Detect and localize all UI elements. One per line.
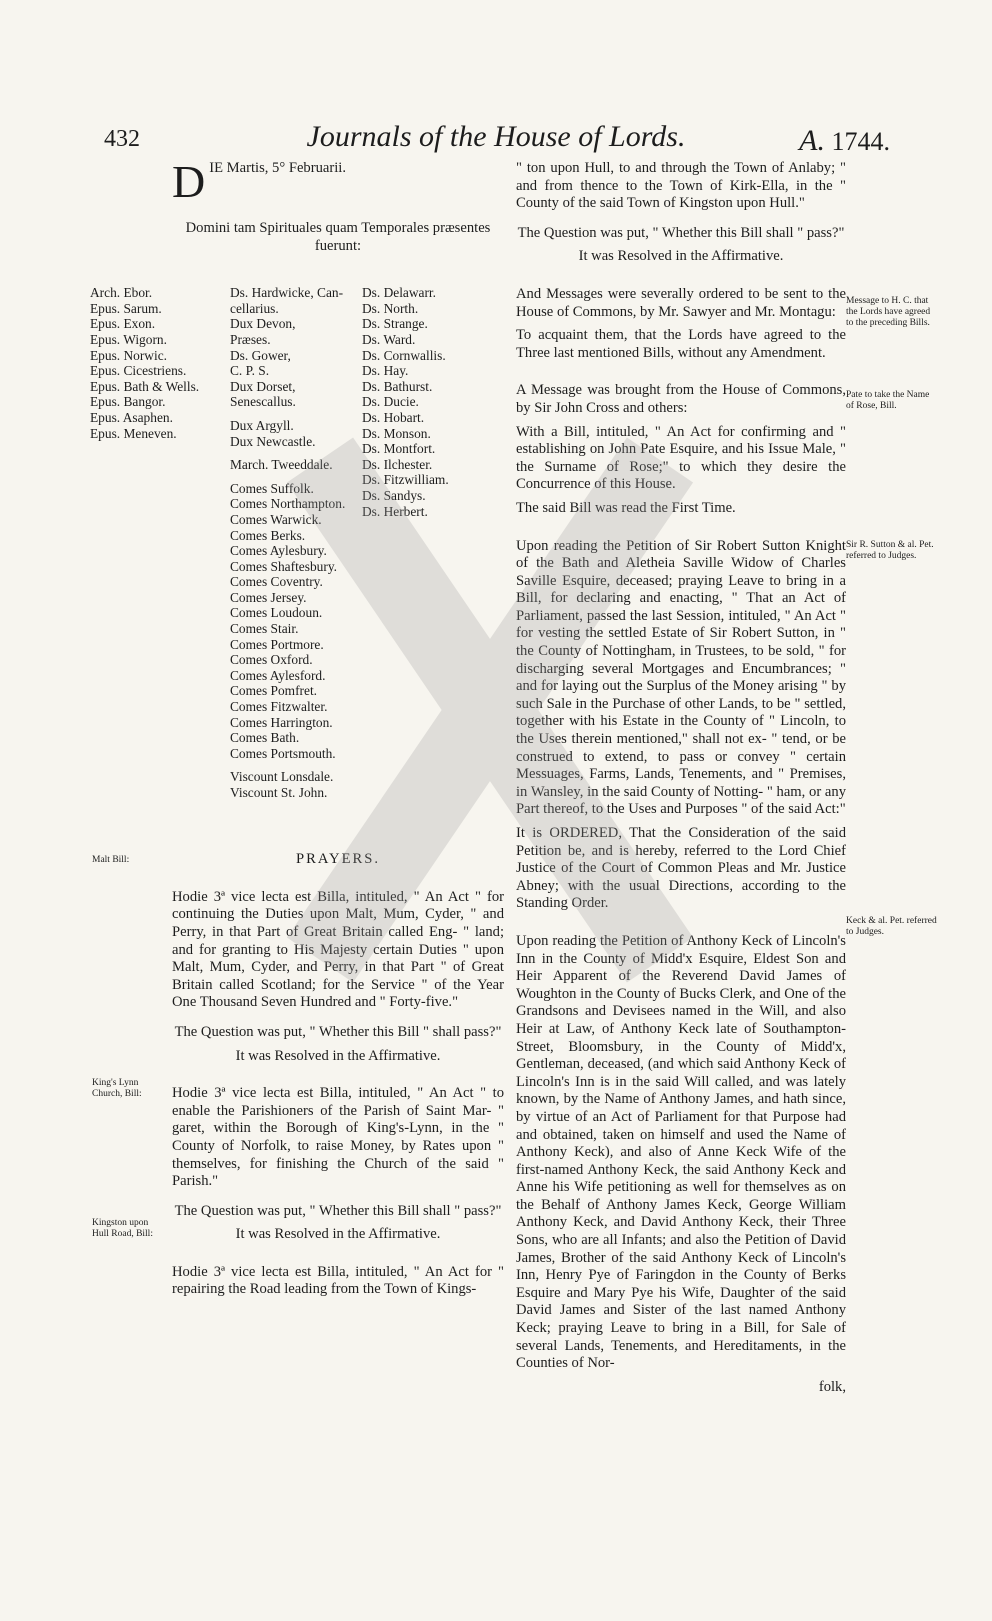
pate-message: A Message was brought from the House of Commons, by Sir John Cross and others: bbox=[516, 382, 846, 416]
attendee-name: Dux Devon, bbox=[230, 316, 296, 332]
attendee-name: Comes Warwick. bbox=[230, 511, 322, 527]
lynn-question: The Question was put, " Whether this Bill shall " pass?" bbox=[174, 1202, 502, 1219]
attendee-name: Ds. Hardwicke, Can- bbox=[230, 285, 344, 301]
attendance-list bbox=[90, 285, 504, 805]
attendee-name: Epus. Asaphen. bbox=[90, 409, 173, 425]
attendee-name bbox=[230, 449, 362, 457]
margin-note-message: Message to H. C. that the Lords have agreed to the preceding Bills. bbox=[846, 296, 931, 328]
attendee-name: cellarius. bbox=[230, 300, 279, 316]
attendee-name: Dux Dorset, bbox=[230, 378, 296, 394]
malt-question: The Question was put, " Whether this Bill " shall pass?" bbox=[174, 1023, 502, 1040]
attendee-name: Comes Portmore. bbox=[230, 636, 324, 652]
page-number: 432 bbox=[104, 126, 140, 152]
attendee-name: March. Tweeddale. bbox=[230, 457, 333, 473]
attendee-name: Ds. Gower, bbox=[230, 347, 291, 363]
attendee-name: Comes Coventry. bbox=[230, 574, 323, 590]
hull-resolved: It was Resolved in the Affirmative. bbox=[578, 248, 784, 265]
attendee-name: Epus. Wigorn. bbox=[90, 331, 167, 347]
attendee-name: Ds. Ducie. bbox=[362, 394, 419, 410]
attendee-name: Comes Suffolk. bbox=[230, 480, 314, 496]
margin-note-sutton: Sir R. Sutton & al. Pet. referred to Judges. bbox=[846, 540, 934, 561]
attendee-name: Epus. Exon. bbox=[90, 316, 156, 332]
sutton-petition: Upon reading the Petition of Sir Robert Sutton Knight of the Bath and Aletheia Saville Widow of Charles Saville Esquire, deceased; praying Leave to bring in a Bill, for declaring and enacting, " That an Act of Parliament, passed the last Session, intituled, " An Act " for vesting the settled Estate of Sir Robert Sutton, in " the County of Nottingham, in Trustees, to be sold, " for discharging several Mortgages and Encumbrances; " and for laying out the Surplus of the Money arising " by such Sale in the Purchase of other Lands, to be " settled, together with his Estate in the County of " Lincoln, to the Uses therein mentioned," shall not ex- " tend, or be construed to extend, to pass or convey " certain Messuages, Farms, Lands, Tenements, and " Premises, in Wansley, in the said County of Notting- " ham, or any Part thereof, to the Uses and Purposes " of the said Act:" bbox=[516, 537, 846, 818]
attendee-name: Comes Fitzwalter. bbox=[230, 699, 328, 715]
margin-note-keck: Keck & al. Pet. referred to Judges. bbox=[846, 916, 937, 937]
attendee-name: Ds. Delawarr. bbox=[362, 285, 436, 301]
keck-petition: Upon reading the Petition of Anthony Keck of Lincoln's Inn in the County of Midd'x Esquire, Eldest Son and Heir Apparent of the Reverend David James of Woughton in the County of Bucks Clerk, and One of the Grandsons and Devisees named in the Will, and also Heir at Law, of Anthony Keck late of Southampton-Street, Bloomsbury, in the County of Midd'x, Gentleman, deceased, (and which said Anthony Keck of Lincoln's Inn is in the said Will called, and was lately known, by the Name of Anthony James, and hath since, by virtue of an Act of Parliament for that Purpose had and obtained, taken on himself and used the Name of Anthony Keck), and also of Anne Keck Wife of the first-named Anthony Keck, the said Anthony Keck and Anne his Wife petitioning as well for themselves as on the Behalf of Anthony James Keck, George William Anthony Keck, and David Anthony Keck, their Three Sons, who are all Infants; and also the Petition of David James, Brother of the said Anthony Keck of Lincoln's Inn, Henry Pye of Faringdon in the County of Berks Esquire and Mary Pye his Wife, Daughter of the said David James and Sister of the last named Anthony Keck; praying Leave to bring in a Bill, for Sale of several Lands, Tenements, and Hereditaments, in the Counties of Nor- bbox=[516, 932, 846, 1372]
attendee-name: Epus. Norwic. bbox=[90, 347, 167, 363]
page-title: Journals of the House of Lords. bbox=[306, 120, 686, 153]
attendee-name: Comes Harrington. bbox=[230, 714, 333, 730]
message-text: And Messages were severally ordered to be sent to the House of Commons, by Mr. Sawyer and Mr. Montagu: bbox=[516, 285, 846, 320]
attendee-name: Ds. North. bbox=[362, 300, 419, 316]
attendee-name: Epus. Sarum. bbox=[90, 300, 162, 316]
attendee-name: Comes Stair. bbox=[230, 621, 299, 637]
attendee-name: Comes Aylesford. bbox=[230, 667, 326, 683]
attendee-name: Ds. Ilchester. bbox=[362, 456, 433, 472]
page-header bbox=[0, 118, 992, 158]
pate-bill: With a Bill, intituled, " An Act for confirming and " establishing on John Pate Esquire, and his Issue Male, " the Surname of Rose;" to which they desire the Concurrence of this House. bbox=[516, 423, 846, 493]
attendee-name bbox=[230, 473, 362, 481]
attendee-name: Epus. Bangor. bbox=[90, 394, 166, 410]
attendee-name: Viscount Lonsdale. bbox=[230, 769, 334, 785]
attendee-name: Ds. Monson. bbox=[362, 425, 431, 441]
attendee-name: Comes Bath. bbox=[230, 730, 300, 746]
hull-continued: " ton upon Hull, to and through the Town of Anlaby; " and from thence to the Town of Kirk-Ella, in the " County of the said Town of Kingston upon Hull." bbox=[516, 160, 846, 212]
prayers-heading: PRAYERS. bbox=[295, 851, 380, 868]
date-heading: DIE Martis, 5° Februarii. bbox=[172, 156, 346, 207]
attendee-name: Comes Loudoun. bbox=[230, 605, 323, 621]
attendee-name: Comes Jersey. bbox=[230, 589, 307, 605]
present-line: Domini tam Spirituales quam Temporales præsentes fuerunt: bbox=[185, 220, 491, 254]
attendee-name: Senescallus. bbox=[230, 394, 296, 410]
attendee-name: Comes Northampton. bbox=[230, 496, 346, 512]
attendee-name: Ds. Ward. bbox=[362, 331, 416, 347]
attendee-name: Præses. bbox=[230, 331, 271, 347]
attendee-name: Comes Aylesbury. bbox=[230, 543, 327, 559]
attendee-name: Ds. Bathurst. bbox=[362, 378, 433, 394]
sutton-ordered: It is ORDERED, That the Consideration of the said Petition be, and is hereby, referred to the Lord Chief Justice of the Court of Common Pleas and Mr. Justice Abney; with the usual Directions, according to the Standing Order. bbox=[516, 825, 846, 912]
malt-resolved: It was Resolved in the Affirmative. bbox=[235, 1047, 441, 1064]
year-label: A. 1744. bbox=[799, 124, 890, 157]
attendance-col-peers bbox=[230, 285, 362, 800]
attendee-name: Comes Portsmouth. bbox=[230, 745, 336, 761]
attendee-name: Ds. Fitzwilliam. bbox=[362, 472, 449, 488]
hull-bill-text: Hodie 3ª vice lecta est Billa, intituled, " An Act for " repairing the Road leading from the Town of Kings- bbox=[172, 1263, 504, 1298]
catchword: folk, bbox=[818, 1378, 846, 1395]
attendee-name bbox=[230, 761, 362, 769]
attendee-name: Viscount St. John. bbox=[230, 785, 328, 800]
attendee-name: Dux Argyll. bbox=[230, 417, 294, 433]
attendee-name: C. P. S. bbox=[230, 363, 270, 379]
pate-read: The said Bill was read the First Time. bbox=[516, 499, 736, 516]
attendee-name: Dux Newcastle. bbox=[230, 433, 316, 449]
attendee-name: Comes Oxford. bbox=[230, 652, 313, 668]
attendance-col-bishops bbox=[90, 285, 230, 441]
attendee-name: Ds. Strange. bbox=[362, 316, 428, 332]
attendee-name: Ds. Hay. bbox=[362, 363, 409, 379]
attendee-name: Ds. Montfort. bbox=[362, 441, 436, 457]
attendee-name: Comes Berks. bbox=[230, 527, 306, 543]
attendee-name: Ds. Hobart. bbox=[362, 409, 425, 425]
attendee-name bbox=[230, 410, 362, 418]
attendee-name: Comes Shaftesbury. bbox=[230, 558, 337, 574]
attendee-name: Arch. Ebor. bbox=[90, 285, 153, 301]
margin-note-pate: Pate to take the Name of Rose, Bill. bbox=[846, 390, 930, 411]
attendee-name: Epus. Meneven. bbox=[90, 425, 177, 441]
malt-bill-text: Hodie 3ª vice lecta est Billa, intituled, " An Act " for continuing the Duties upon Malt, Mum, Cyder, " and Perry, in that Part of Great Britain called Eng- " land; and for granting to His Majesty certain Duties " upon Malt, Mum, Cyder, and Perry, in that Part " of Great Britain called Scotland; for the Service " of the Year One Thousand Seven Hundred and " Forty-five." bbox=[172, 888, 504, 1011]
acquaint-text: To acquaint them, that the Lords have agreed to the Three last mentioned Bills, without any Amendment. bbox=[516, 327, 846, 361]
attendee-name: Epus. Bath & Wells. bbox=[90, 378, 200, 394]
attendance-col-barons bbox=[362, 285, 482, 519]
lynn-bill-text: Hodie 3ª vice lecta est Billa, intituled, " An Act " to enable the Parishioners of the Parish of Saint Mar- " garet, within the Borough of King's-Lynn, in the " County of Norfolk, to raise Money, by Rates upon " themselves, for finishing the Church of the said " Parish." bbox=[172, 1085, 504, 1190]
attendee-name: Ds. Herbert. bbox=[362, 503, 428, 519]
attendee-name: Epus. Cicestriens. bbox=[90, 363, 187, 379]
margin-note-hull: Kingston upon Hull Road, Bill: bbox=[92, 1218, 153, 1239]
right-column bbox=[516, 160, 846, 1402]
attendee-name: Comes Pomfret. bbox=[230, 683, 318, 699]
attendee-name: Ds. Sandys. bbox=[362, 487, 426, 503]
margin-note-lynn: King's Lynn Church, Bill: bbox=[92, 1078, 142, 1099]
margin-note-malt: Malt Bill: bbox=[92, 855, 130, 865]
hull-question: The Question was put, " Whether this Bill shall " pass?" bbox=[517, 224, 845, 241]
lynn-resolved: It was Resolved in the Affirmative. bbox=[235, 1226, 441, 1243]
attendee-name: Ds. Cornwallis. bbox=[362, 347, 446, 363]
